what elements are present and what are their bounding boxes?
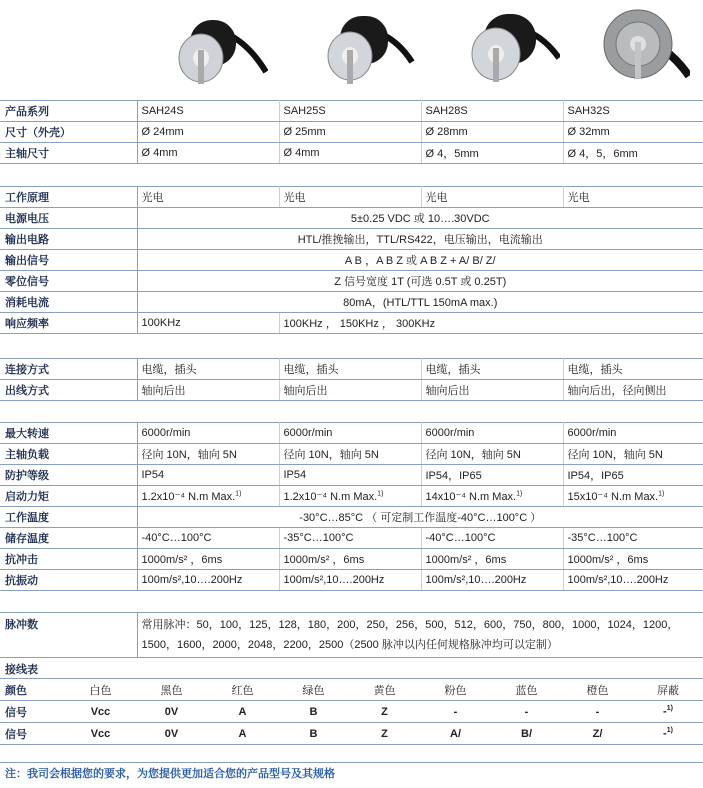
cell: 光电 [563,187,703,208]
cell: 光电 [279,187,421,208]
cell: 5±0.25 VDC 或 10….30VDC [137,208,703,229]
cell: Ø 4，5，6mm [563,143,703,164]
cell: A [207,701,278,723]
row-label: 信号 [0,723,65,745]
cell: 电缆，插头 [563,359,703,380]
cell: 轴向后出 [137,380,279,401]
cell: IP54 [137,465,279,486]
cell: Ø 4mm [279,143,421,164]
cell: 14x10⁻⁴ N.m Max.$^{1)}$ [421,486,563,507]
cell: IP54 [279,465,421,486]
cell: Z 信号宽度 1T (可选 0.5T 或 0.25T) [137,271,703,292]
row-label: 抗振动 [0,570,137,591]
cell: 蓝色 [491,679,562,701]
cell: -30°C…85°C （ 可定制工作温度-40°C…100°C ） [137,507,703,528]
table-row [0,271,703,292]
row-label: 产品系列 [0,101,137,122]
cell: HTL/推挽输出，TTL/RS422，电压输出，电流输出 [137,229,703,250]
row-label: 输出信号 [0,250,137,271]
cell: 轴向后出，径向侧出 [563,380,703,401]
table-row [0,613,703,658]
pulse-table [0,612,703,658]
table-row [0,570,703,591]
row-label: 出线方式 [0,380,137,401]
table-row [0,507,703,528]
row-label: 抗冲击 [0,549,137,570]
row-label: 主轴负载 [0,444,137,465]
cell: 0V [136,701,207,723]
cell: 100m/s²,10….200Hz [421,570,563,591]
cell: 白色 [65,679,136,701]
cell: 轴向后出 [421,380,563,401]
cell: 100KHz [137,313,279,334]
model-table [0,100,703,164]
encoder-photo-sah25s [316,2,416,98]
row-label: 电源电压 [0,208,137,229]
cell: 100m/s²,10….200Hz [279,570,421,591]
cell: 1000m/s² ，6ms [563,549,703,570]
table-row [0,380,703,401]
cell: 电缆，插头 [137,359,279,380]
cell: Z [349,723,420,745]
cell: 光电 [137,187,279,208]
table-row [0,187,703,208]
cell: - [420,701,491,723]
row-label: 响应频率 [0,313,137,334]
cell: Ø 24mm [137,122,279,143]
table-row [0,679,703,701]
electrical-table [0,186,703,334]
product-photos [0,0,703,100]
mechanical-table [0,422,703,591]
row-label: 零位信号 [0,271,137,292]
table-row [0,292,703,313]
row-label: 脉冲数 [0,613,137,658]
row-label: 连接方式 [0,359,137,380]
cell: 光电 [421,187,563,208]
cell: 径向 10N，轴向 5N [421,444,563,465]
cell: Ø 32mm [563,122,703,143]
cell: SAH25S [279,101,421,122]
cell: 1000m/s² ，6ms [421,549,563,570]
cell: A B ，A B Z 或 A B Z + A/ B/ Z/ [137,250,703,271]
wiring-table [0,678,703,745]
cell: -40°C…100°C [421,528,563,549]
table-row [0,101,703,122]
cell: A [207,723,278,745]
encoder-photo-sah32s [590,2,690,98]
cell: - [562,701,633,723]
cell: 电缆，插头 [279,359,421,380]
row-label: 消耗电流 [0,292,137,313]
table-row [0,229,703,250]
encoder-photo-sah28s [460,2,560,98]
table-row [0,143,703,164]
cell: Ø 25mm [279,122,421,143]
table-row [0,359,703,380]
cell: SAH28S [421,101,563,122]
row-label: 主轴尺寸 [0,143,137,164]
cell: 黄色 [349,679,420,701]
cell: -$^{1)}$ [633,723,703,745]
cell: 6000r/min [279,423,421,444]
cell: 100KHz ， 150KHz ， 300KHz [279,313,703,334]
cell: SAH24S [137,101,279,122]
row-label: 启动力矩 [0,486,137,507]
table-row [0,208,703,229]
divider [0,762,703,763]
cell: 100m/s²,10….200Hz [137,570,279,591]
cell: 黑色 [136,679,207,701]
cell: Z/ [562,723,633,745]
table-row [0,701,703,723]
cell: Vcc [65,701,136,723]
wiring-title: 接线表 [5,664,38,676]
cell: 0V [136,723,207,745]
cell: 80mA，(HTL/TTL 150mA max.) [137,292,703,313]
cell: - [491,701,562,723]
row-label: 工作温度 [0,507,137,528]
row-label: 防护等级 [0,465,137,486]
cell: Ø 4，5mm [421,143,563,164]
cell: Z [349,701,420,723]
row-label: 工作原理 [0,187,137,208]
cell: 6000r/min [421,423,563,444]
table-row [0,444,703,465]
cell: -35°C…100°C [279,528,421,549]
cell: -40°C…100°C [137,528,279,549]
cell: Vcc [65,723,136,745]
cell: Ø 28mm [421,122,563,143]
cell: -$^{1)}$ [633,701,703,723]
pulse-values: 常用脉冲：50，100，125，128，180，200，250，256，500，512，600，750，800，1000，1024，1200，1500，1600，2000，2048，2200，2500（2500 脉冲以内任何规格脉冲均可以定制） [137,613,703,658]
table-row [0,486,703,507]
cell: 1.2x10⁻⁴ N.m Max.$^{1)}$ [279,486,421,507]
cell: 径向 10N，轴向 5N [279,444,421,465]
cell: Ø 4mm [137,143,279,164]
table-row [0,423,703,444]
cell: 6000r/min [137,423,279,444]
cell: B [278,723,349,745]
cell: 红色 [207,679,278,701]
cell: 径向 10N，轴向 5N [137,444,279,465]
cell: B/ [491,723,562,745]
row-label: 颜色 [0,679,65,701]
cell: 屏蔽 [633,679,703,701]
table-row [0,122,703,143]
connection-table [0,358,703,401]
cell: B [278,701,349,723]
cell: IP54，IP65 [421,465,563,486]
cell: 1000m/s² ，6ms [137,549,279,570]
cell: 径向 10N，轴向 5N [563,444,703,465]
cell: 15x10⁻⁴ N.m Max.$^{1)}$ [563,486,703,507]
cell: 橙色 [562,679,633,701]
table-row [0,313,703,334]
cell: -35°C…100°C [563,528,703,549]
cell: IP54，IP65 [563,465,703,486]
cell: 1000m/s² ，6ms [279,549,421,570]
row-label: 储存温度 [0,528,137,549]
row-label: 尺寸（外壳） [0,122,137,143]
cell: 电缆，插头 [421,359,563,380]
cell: 100m/s²,10….200Hz [563,570,703,591]
row-label: 信号 [0,701,65,723]
table-row [0,528,703,549]
table-row [0,723,703,745]
table-row [0,250,703,271]
table-row [0,465,703,486]
cell: 轴向后出 [279,380,421,401]
cell: A/ [420,723,491,745]
encoder-photo-sah24s [168,2,268,98]
footnote: 注：我司会根据您的要求，为您提供更加适合您的产品型号及其规格 [5,768,335,780]
cell: 1.2x10⁻⁴ N.m Max.$^{1)}$ [137,486,279,507]
cell: 粉色 [420,679,491,701]
cell: 6000r/min [563,423,703,444]
cell: SAH32S [563,101,703,122]
row-label: 输出电路 [0,229,137,250]
cell: 绿色 [278,679,349,701]
row-label: 最大转速 [0,423,137,444]
table-row [0,549,703,570]
